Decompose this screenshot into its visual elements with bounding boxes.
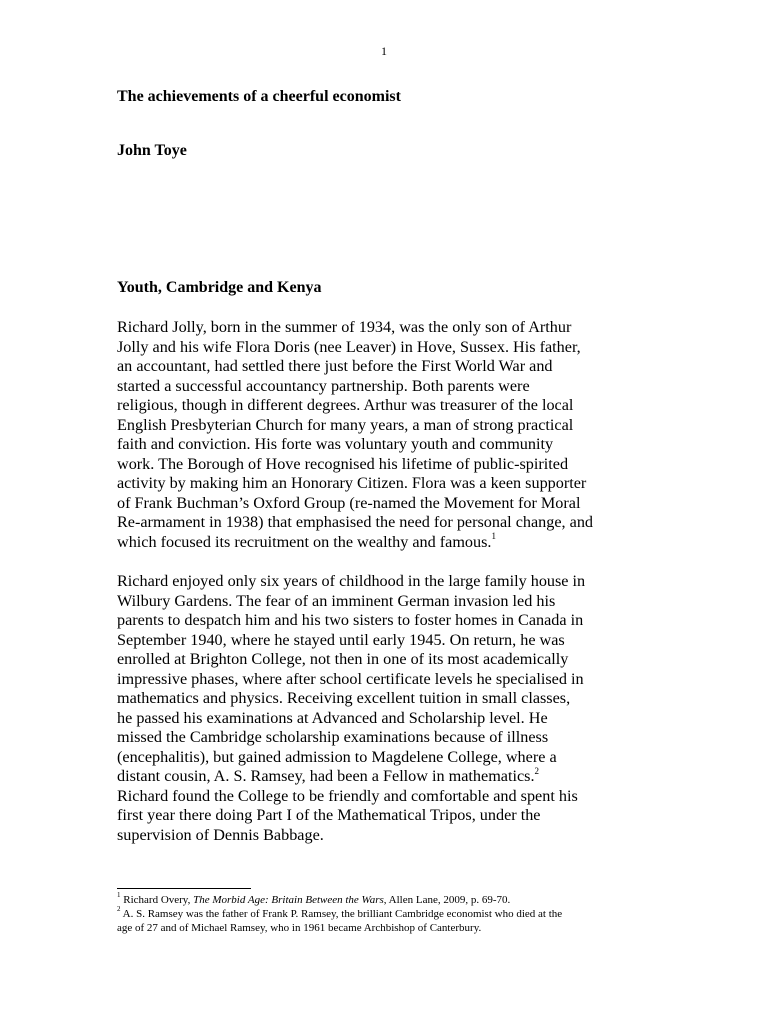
footnote-marker: 1: [117, 891, 121, 900]
footnote-reference[interactable]: 1: [491, 531, 496, 542]
page-number: 1: [381, 44, 387, 58]
footnote-marker: 2: [117, 905, 121, 914]
footnotes: [117, 893, 657, 935]
paragraph-text: Richard Jolly, born in the summer of 1934, was the only son of Arthur Jolly and his wife Flora Doris (nee Leaver) in Hove, Sussex. His father, an accountant, had settled there just before the First World War and started a successful accountancy partnership. Both parents were religious, though in different degrees. Arthur was treasurer of the local English Presbyterian Church for many years, a man of strong practical faith and conviction. His forte was voluntary youth and community work. The Borough of Hove recognised his lifetime of public-spirited activity by making him an Honorary Citizen. Flora was a keen supporter of Frank Buchman’s Oxford Group (re-named the Movement for Moral Re-armament in 1938) that emphasised the need for personal change, and which focused its recruitment on the wealthy and famous.: [117, 318, 594, 551]
section-heading: Youth, Cambridge and Kenya: [117, 279, 322, 296]
footnote-separator: [117, 888, 251, 889]
document-title: The achievements of a cheerful economist: [117, 88, 401, 105]
footnote-text: Richard Overy,: [120, 894, 194, 906]
body-paragraph: [117, 572, 657, 845]
book-title: The Morbid Age: Britain Between the Wars: [193, 894, 384, 906]
footnote-reference[interactable]: 2: [534, 765, 540, 776]
footnote-text: A. S. Ramsey was the father of Frank P. Ramsey, the brilliant Cambridge economist who died at the age of 27 and of Michael Ramsey, who in 1961 became Archbishop of Canterbury.: [117, 908, 563, 934]
author-name: John Toye: [117, 142, 187, 159]
paragraph-text-continuation: Richard found the College to be friendly and comfortable and spent his first year there doing Part I of the Mathematical Tripos, under the supervision of Dennis Babbage.: [117, 786, 578, 844]
footnote-1: [117, 893, 657, 907]
body-paragraph: [117, 318, 657, 552]
paragraph-text: Richard enjoyed only six years of childhood in the large family house in Wilbury Gardens. The fear of an imminent German invasion led his parents to despatch him and his two sisters to foster homes in Canada in September 1940, where he stayed until early 1945. On return, he was enrolled at Brighton College, not then in one of its most academically impressive phases, where after school certificate levels he specialised in mathematics and physics. Receiving excellent tuition in small classes, he passed his examinations at Advanced and Scholarship level. He missed the Cambridge scholarship examinations because of illness (encephalitis), but gained admission to Magdelene College, where a distant cousin, A. S. Ramsey, had been a Fellow in mathematics.: [117, 572, 586, 785]
footnote-2: [117, 907, 657, 935]
footnote-text: , Allen Lane, 2009, p. 69-70.: [383, 894, 511, 906]
